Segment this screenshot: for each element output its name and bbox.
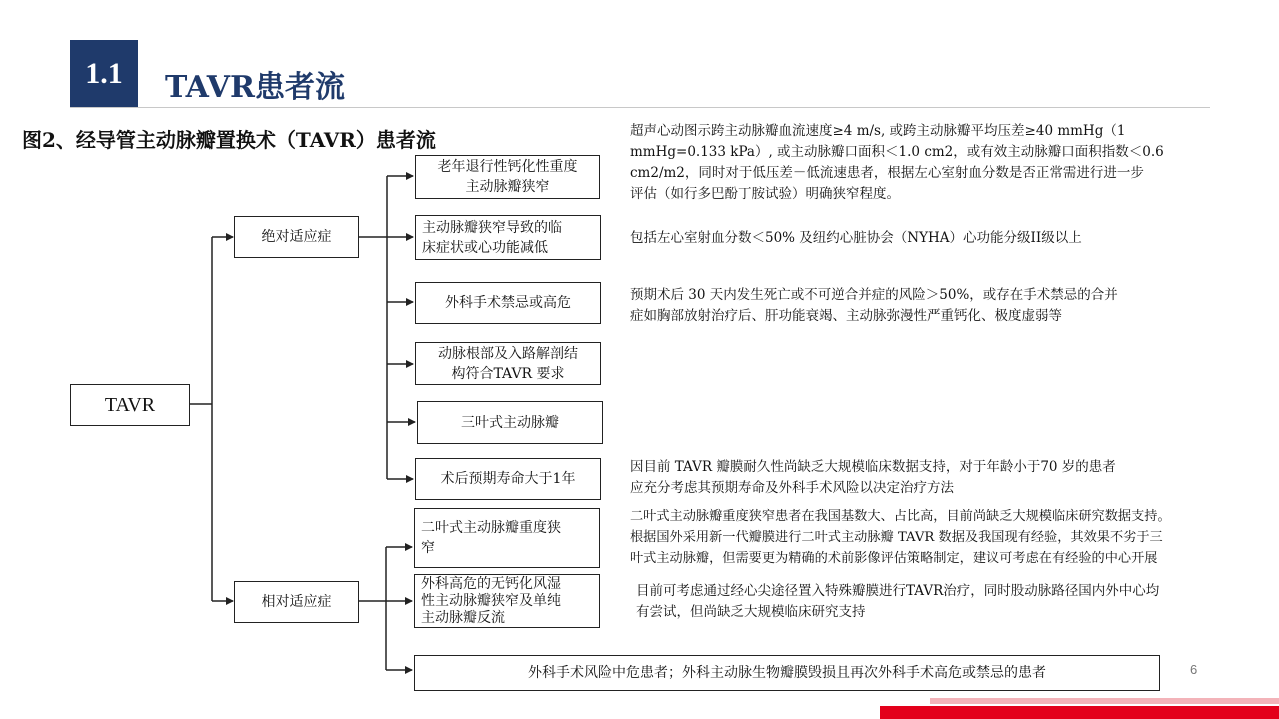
absolute-criterion-3-line-1: 外科手术禁忌或高危 (445, 295, 571, 311)
absolute-criterion-box-2 (415, 215, 601, 260)
relative-criterion-1-line-2: 窄 (421, 540, 435, 556)
absolute-criterion-box-4 (415, 342, 601, 385)
note-4 (630, 457, 1116, 499)
note-4-line-1: 因目前 TAVR 瓣膜耐久性尚缺乏大规模临床数据支持，对于年龄小于70 岁的患者 (630, 459, 1116, 475)
relative-criterion-2-line-2: 性主动脉瓣狭窄及单纯 (421, 592, 561, 609)
note-5-line-2: 根据国外采用新一代瓣膜进行二叶式主动脉瓣 TAVR 数据及我国现有经验，其效果不劣于三 (630, 530, 1163, 545)
absolute-criterion-box-1 (415, 155, 600, 199)
relative-criterion-1-line-1: 二叶式主动脉瓣重度狭 (421, 520, 561, 536)
note-5 (630, 506, 1171, 569)
absolute-criterion-2-line-2: 床症状或心功能减低 (422, 239, 548, 256)
note-1-line-4: 评估（如行多巴酚丁胺试验）明确狭窄程度。 (630, 186, 900, 202)
note-2 (630, 228, 1082, 249)
relative-criterion-2-line-1: 外科高危的无钙化风湿 (421, 575, 561, 592)
section-title: TAVR患者流 (165, 70, 345, 105)
figure-title: 图2、经导管主动脉瓣置换术（TAVR）患者流 (22, 128, 436, 152)
relative-criterion-box-2 (414, 574, 600, 628)
relative-criterion-3-line-1: 外科手术风险中危患者；外科主动脉生物瓣膜毁损且再次外科手术高危或禁忌的患者 (528, 665, 1046, 681)
absolute-criterion-4-line-1: 动脉根部及入路解剖结 (438, 345, 578, 362)
note-6 (636, 581, 1159, 623)
footer-accent-light (930, 698, 1279, 704)
page-number: 6 (1190, 662, 1198, 677)
note-6-line-2: 有尝试，但尚缺乏大规模临床研究支持 (636, 604, 866, 620)
note-2-line-1: 包括左心室射血分数＜50% 及纽约心脏协会（NYHA）心功能分级II级以上 (630, 230, 1082, 246)
section-number-badge: 1.1 (70, 40, 138, 108)
absolute-criterion-box-5 (417, 401, 603, 444)
note-1-line-3: cm2/m2，同时对于低压差－低流速患者，根据左心室射血分数是否正常需进行进一步 (630, 165, 1144, 181)
note-4-line-2: 应充分考虑其预期寿命及外科手术风险以决定治疗方法 (630, 480, 954, 496)
absolute-criterion-1-line-2: 主动脉瓣狭窄 (465, 179, 550, 195)
relative-criterion-box-1 (414, 508, 600, 568)
note-5-line-1: 二叶式主动脉瓣重度狭窄患者在我国基数大、占比高，目前尚缺乏大规模临床研究数据支持。 (630, 509, 1171, 524)
note-1 (630, 121, 1164, 205)
absolute-criterion-5-line-1: 三叶式主动脉瓣 (461, 414, 559, 431)
note-1-line-1: 超声心动图示跨主动脉瓣血流速度≥4 m/s, 或跨主动脉瓣平均压差≥40 mmHg（1 (630, 123, 1126, 139)
absolute-indication-box (234, 216, 359, 258)
relative-indication-label: 相对适应症 (261, 594, 332, 610)
absolute-criterion-1-line-1: 老年退行性钙化性重度 (437, 159, 578, 175)
footer-accent-bar (880, 706, 1279, 719)
tavr-root-label: TAVR (104, 394, 156, 416)
absolute-criterion-box-3 (415, 282, 601, 324)
absolute-criterion-2-line-1: 主动脉瓣狭窄导致的临 (422, 219, 562, 236)
relative-indication-box (234, 581, 359, 623)
note-3 (630, 285, 1118, 327)
absolute-criterion-6-line-1: 术后预期寿命大于1年 (440, 471, 576, 487)
note-5-line-3: 叶式主动脉瓣，但需要更为精确的术前影像评估策略制定，建议可考虑在有经验的中心开展 (630, 551, 1158, 566)
note-3-line-2: 症如胸部放射治疗后、肝功能衰竭、主动脉弥漫性严重钙化、极度虚弱等 (630, 308, 1062, 324)
tavr-root-box (70, 384, 190, 426)
absolute-indication-label: 绝对适应症 (261, 229, 332, 245)
note-1-line-2: mmHg=0.133 kPa）, 或主动脉瓣口面积＜1.0 cm2，或有效主动脉瓣口面积指数＜0.6 (630, 144, 1164, 160)
relative-criterion-box-3 (414, 655, 1160, 691)
relative-criterion-2-line-3: 主动脉瓣反流 (421, 609, 505, 626)
absolute-criterion-4-line-2: 构符合TAVR 要求 (451, 365, 565, 382)
absolute-criterion-box-6 (415, 458, 601, 500)
note-6-line-1: 目前可考虑通过经心尖途径置入特殊瓣膜进行TAVR治疗，同时股动脉路径国内外中心均 (636, 583, 1160, 599)
note-3-line-1: 预期术后 30 天内发生死亡或不可逆合并症的风险＞50%，或存在手术禁忌的合并 (630, 287, 1118, 303)
